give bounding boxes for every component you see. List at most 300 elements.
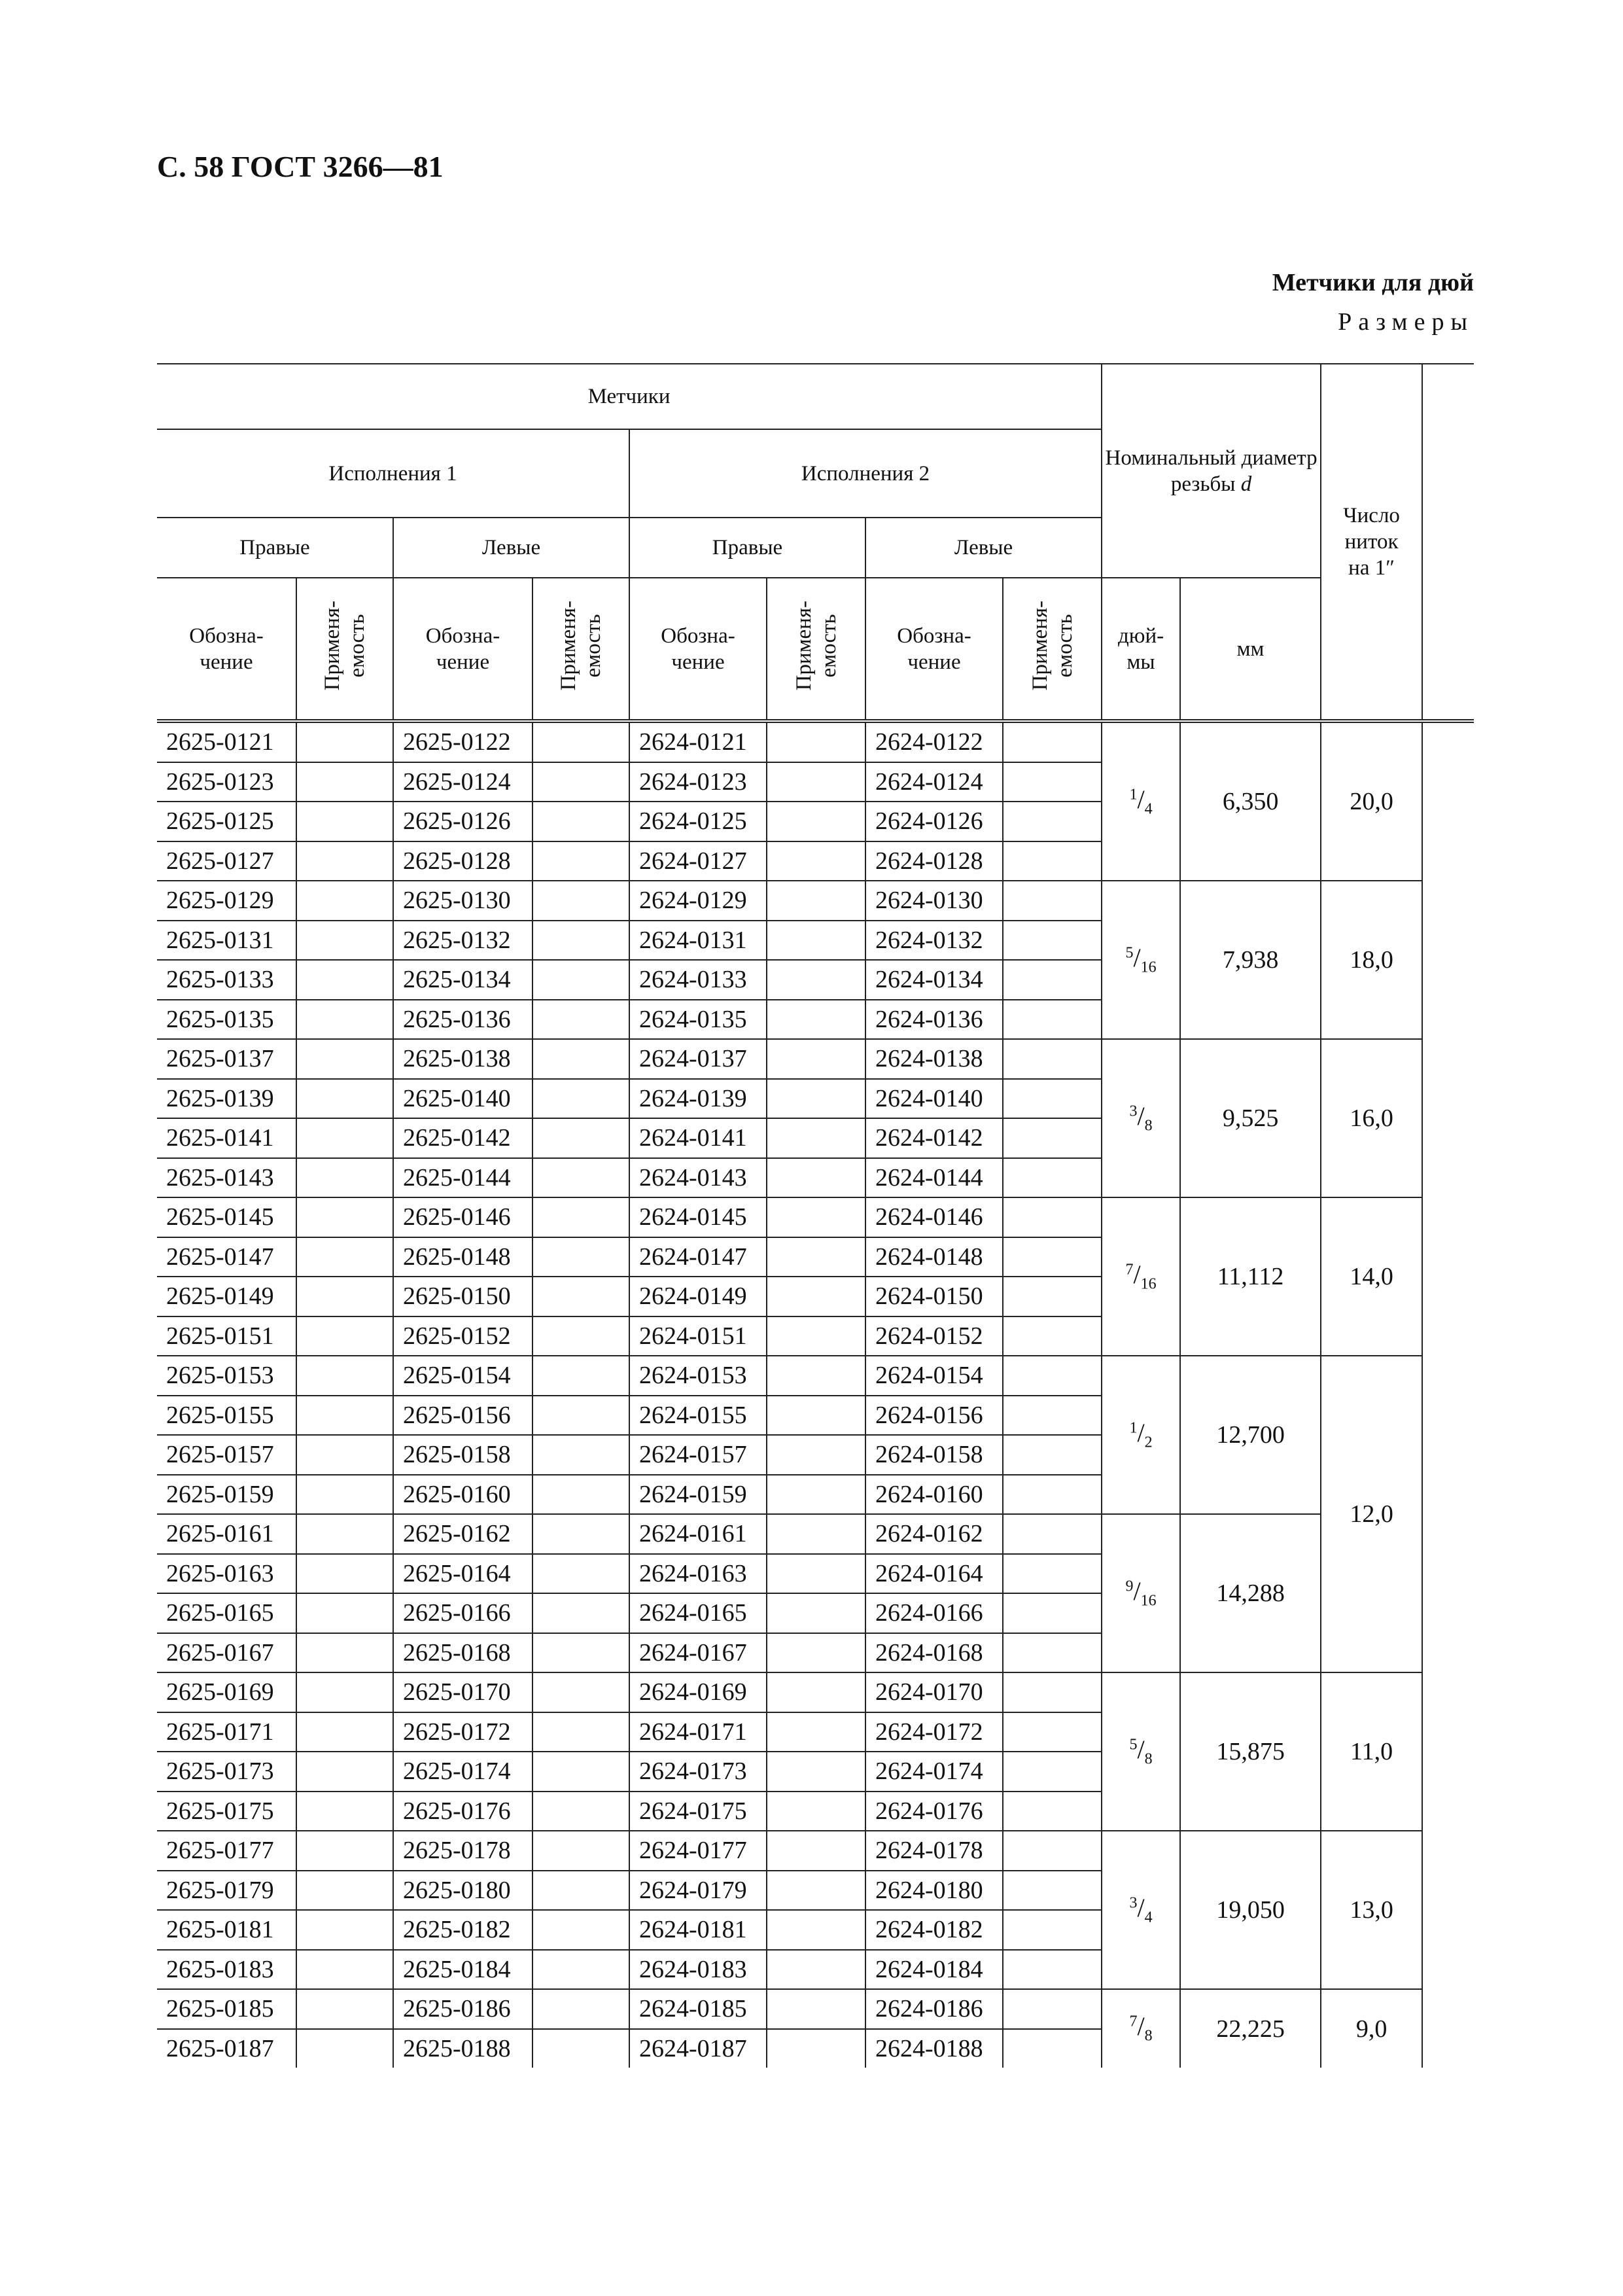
threads-per-inch: 20,0	[1321, 721, 1422, 881]
inch-size	[1102, 1197, 1180, 1356]
designation-v1-right: 2625-0157	[157, 1435, 296, 1475]
table-row	[157, 1197, 1474, 1237]
applicability-v1-right	[296, 1396, 393, 1436]
inch-fraction: $^5/_{16}$	[1125, 942, 1157, 976]
applicability-v2-left	[1003, 1792, 1102, 1831]
applicability-v1-right	[296, 1514, 393, 1554]
applicability-v1-right	[296, 1672, 393, 1712]
applicability-v2-left	[1003, 881, 1102, 921]
designation-v1-left: 2625-0166	[393, 1593, 532, 1633]
applicability-v2-left	[1003, 1079, 1102, 1119]
applicability-v1-left	[532, 1554, 629, 1594]
table-title: Метчики для дюй	[1272, 269, 1474, 296]
designation-v2-left: 2624-0170	[865, 1672, 1003, 1712]
designation-v2-left: 2624-0142	[865, 1118, 1003, 1158]
designation-v1-left: 2625-0150	[393, 1277, 532, 1316]
applicability-v2-right	[767, 1593, 865, 1633]
applicability-v1-right	[296, 802, 393, 841]
designation-v1-left: 2625-0158	[393, 1435, 532, 1475]
designation-v1-left: 2625-0160	[393, 1475, 532, 1515]
designation-v2-left: 2624-0130	[865, 881, 1003, 921]
applicability-v2-right	[767, 881, 865, 921]
applicability-v1-right	[296, 1197, 393, 1237]
inch-size	[1102, 1989, 1180, 2068]
applicability-v1-right	[296, 1277, 393, 1316]
applicability-v1-left	[532, 881, 629, 921]
applicability-v2-right	[767, 1277, 865, 1316]
applicability-v2-left	[1003, 1396, 1102, 1436]
applicability-v1-right	[296, 841, 393, 881]
applicability-v1-left	[532, 1593, 629, 1633]
designation-v2-right: 2624-0179	[629, 1871, 767, 1911]
designation-v2-right: 2624-0181	[629, 1910, 767, 1950]
applicability-v2-right	[767, 921, 865, 961]
designation-v1-right: 2625-0147	[157, 1237, 296, 1277]
applicability-v2-right	[767, 1435, 865, 1475]
designation-v2-right: 2624-0163	[629, 1554, 767, 1594]
designation-v2-right: 2624-0175	[629, 1792, 767, 1831]
applicability-v1-right	[296, 2029, 393, 2068]
designation-v2-right: 2624-0129	[629, 881, 767, 921]
inch-fraction: $^1/_2$	[1129, 1417, 1153, 1451]
header-v2-right: Правые	[629, 518, 865, 578]
designation-v2-left: 2624-0146	[865, 1197, 1003, 1237]
applicability-v1-right	[296, 1633, 393, 1673]
applicability-v2-left	[1003, 1989, 1102, 2029]
designation-v1-left: 2625-0148	[393, 1237, 532, 1277]
applicability-v2-right	[767, 1910, 865, 1950]
mm-size: 15,875	[1180, 1672, 1321, 1831]
designation-v1-right: 2625-0131	[157, 921, 296, 961]
table-body	[157, 721, 1474, 2068]
designation-v2-left: 2624-0162	[865, 1514, 1003, 1554]
applicability-v1-left	[532, 2029, 629, 2068]
header-v2-right-designation: Обозна- чение	[629, 578, 767, 721]
applicability-v1-left	[532, 1831, 629, 1871]
applicability-v1-left	[532, 1277, 629, 1316]
applicability-v1-right	[296, 1158, 393, 1198]
designation-v2-right: 2624-0153	[629, 1356, 767, 1396]
designation-v2-left: 2624-0172	[865, 1712, 1003, 1752]
applicability-v2-right	[767, 1752, 865, 1792]
designation-v2-left: 2624-0150	[865, 1277, 1003, 1316]
applicability-v1-left	[532, 1712, 629, 1752]
header-v1-right-designation: Обозна- чение	[157, 578, 296, 721]
applicability-v2-left	[1003, 2029, 1102, 2068]
applicability-v1-left	[532, 921, 629, 961]
inch-size	[1102, 721, 1180, 881]
designation-v2-right: 2624-0147	[629, 1237, 767, 1277]
designation-v1-right: 2625-0177	[157, 1831, 296, 1871]
applicability-v2-left	[1003, 1039, 1102, 1079]
applicability-v2-left	[1003, 1237, 1102, 1277]
designation-v2-left: 2624-0184	[865, 1950, 1003, 1990]
designation-v2-right: 2624-0187	[629, 2029, 767, 2068]
designation-v2-left: 2624-0174	[865, 1752, 1003, 1792]
applicability-v2-right	[767, 762, 865, 802]
table-row	[157, 1356, 1474, 1396]
designation-v2-left: 2624-0160	[865, 1475, 1003, 1515]
designation-v2-left: 2624-0186	[865, 1989, 1003, 2029]
page-header: С. 58 ГОСТ 3266—81	[157, 150, 444, 183]
threads-per-inch: 14,0	[1321, 1197, 1422, 1356]
mm-size: 22,225	[1180, 1989, 1321, 2068]
applicability-v1-left	[532, 762, 629, 802]
applicability-v2-right	[767, 1475, 865, 1515]
designation-v1-right: 2625-0169	[157, 1672, 296, 1712]
applicability-v1-right	[296, 1950, 393, 1990]
designation-v1-right: 2625-0163	[157, 1554, 296, 1594]
mm-size: 6,350	[1180, 721, 1321, 881]
designation-v1-right: 2625-0123	[157, 762, 296, 802]
designation-v1-left: 2625-0136	[393, 1000, 532, 1040]
designation-v2-right: 2624-0133	[629, 960, 767, 1000]
applicability-v2-right	[767, 1950, 865, 1990]
mm-size: 14,288	[1180, 1514, 1321, 1672]
designation-v2-left: 2624-0126	[865, 802, 1003, 841]
applicability-v1-left	[532, 1633, 629, 1673]
applicability-v2-right	[767, 1633, 865, 1673]
inch-fraction: $^3/_4$	[1129, 1892, 1153, 1926]
applicability-v1-right	[296, 762, 393, 802]
applicability-v2-left	[1003, 960, 1102, 1000]
applicability-v2-left	[1003, 1000, 1102, 1040]
designation-v1-left: 2625-0170	[393, 1672, 532, 1712]
designation-v1-right: 2625-0125	[157, 802, 296, 841]
applicability-v1-left	[532, 1158, 629, 1198]
header-mm: мм	[1180, 578, 1321, 721]
applicability-v2-left	[1003, 762, 1102, 802]
designation-v1-left: 2625-0168	[393, 1633, 532, 1673]
applicability-v2-left	[1003, 1118, 1102, 1158]
designation-v1-left: 2625-0140	[393, 1079, 532, 1119]
designation-v1-right: 2625-0149	[157, 1277, 296, 1316]
designation-v1-right: 2625-0159	[157, 1475, 296, 1515]
applicability-v2-left	[1003, 1752, 1102, 1792]
applicability-v1-right	[296, 1752, 393, 1792]
applicability-v2-right	[767, 1712, 865, 1752]
applicability-v1-left	[532, 1435, 629, 1475]
designation-v1-right: 2625-0179	[157, 1871, 296, 1911]
designation-v1-left: 2625-0126	[393, 802, 532, 841]
designation-v1-right: 2625-0137	[157, 1039, 296, 1079]
designation-v2-left: 2624-0138	[865, 1039, 1003, 1079]
applicability-v1-left	[532, 1118, 629, 1158]
header-threads-per-inch: Число ниток на 1″	[1321, 364, 1422, 721]
applicability-v1-right	[296, 1000, 393, 1040]
designation-v1-left: 2625-0156	[393, 1396, 532, 1436]
applicability-v1-right	[296, 921, 393, 961]
designation-v1-left: 2625-0146	[393, 1197, 532, 1237]
designation-v2-left: 2624-0134	[865, 960, 1003, 1000]
applicability-v2-right	[767, 802, 865, 841]
header-v1-right: Правые	[157, 518, 393, 578]
applicability-v1-right	[296, 1118, 393, 1158]
applicability-v2-left	[1003, 1197, 1102, 1237]
designation-v2-right: 2624-0137	[629, 1039, 767, 1079]
applicability-v1-left	[532, 1356, 629, 1396]
mm-size: 19,050	[1180, 1831, 1321, 1989]
threads-per-inch: 18,0	[1321, 881, 1422, 1039]
designation-v1-left: 2625-0152	[393, 1316, 532, 1356]
header-nominal-diameter: Номинальный диаметр резьбы d	[1102, 364, 1321, 578]
inch-size	[1102, 1831, 1180, 1989]
designation-v2-right: 2624-0183	[629, 1950, 767, 1990]
designation-v2-left: 2624-0182	[865, 1910, 1003, 1950]
designation-v1-right: 2625-0183	[157, 1950, 296, 1990]
inch-fraction: $^7/_8$	[1129, 2011, 1153, 2045]
designation-v2-left: 2624-0132	[865, 921, 1003, 961]
designation-v2-right: 2624-0165	[629, 1593, 767, 1633]
applicability-v2-right	[767, 1396, 865, 1436]
applicability-v2-right	[767, 841, 865, 881]
designation-v1-right: 2625-0129	[157, 881, 296, 921]
designation-v1-left: 2625-0178	[393, 1831, 532, 1871]
applicability-v1-right	[296, 1871, 393, 1911]
designation-v2-right: 2624-0123	[629, 762, 767, 802]
applicability-v2-left	[1003, 1712, 1102, 1752]
mm-size: 7,938	[1180, 881, 1321, 1039]
designation-v2-left: 2624-0178	[865, 1831, 1003, 1871]
applicability-v1-right	[296, 1910, 393, 1950]
designation-v2-left: 2624-0166	[865, 1593, 1003, 1633]
applicability-v1-left	[532, 1079, 629, 1119]
inch-fraction: $^1/_4$	[1129, 784, 1153, 818]
designation-v1-right: 2625-0141	[157, 1118, 296, 1158]
applicability-v2-right	[767, 1356, 865, 1396]
inch-fraction: $^9/_{16}$	[1125, 1576, 1157, 1610]
table-row	[157, 1514, 1474, 1554]
applicability-v2-right	[767, 1158, 865, 1198]
applicability-v1-left	[532, 1396, 629, 1436]
table-row	[157, 1831, 1474, 1871]
threads-per-inch: 12,0	[1321, 1356, 1422, 1672]
applicability-v1-left	[532, 1989, 629, 2029]
applicability-v2-right	[767, 1792, 865, 1831]
applicability-v2-right	[767, 1000, 865, 1040]
designation-v2-right: 2624-0141	[629, 1118, 767, 1158]
designation-v1-left: 2625-0188	[393, 2029, 532, 2068]
applicability-v1-right	[296, 1593, 393, 1633]
designation-v1-left: 2625-0176	[393, 1792, 532, 1831]
designation-v2-right: 2624-0167	[629, 1633, 767, 1673]
designation-v2-right: 2624-0185	[629, 1989, 767, 2029]
inch-fraction: $^7/_{16}$	[1125, 1259, 1157, 1293]
header-inches: дюй- мы	[1102, 578, 1180, 721]
applicability-v2-right	[767, 1316, 865, 1356]
designation-v2-left: 2624-0124	[865, 762, 1003, 802]
applicability-v1-right	[296, 1792, 393, 1831]
designation-v1-left: 2625-0184	[393, 1950, 532, 1990]
applicability-v2-left	[1003, 1158, 1102, 1198]
designation-v1-left: 2625-0124	[393, 762, 532, 802]
designation-v2-right: 2624-0125	[629, 802, 767, 841]
applicability-v2-left	[1003, 1435, 1102, 1475]
designation-v2-right: 2624-0135	[629, 1000, 767, 1040]
designation-v1-left: 2625-0172	[393, 1712, 532, 1752]
designation-v2-left: 2624-0154	[865, 1356, 1003, 1396]
inch-size	[1102, 881, 1180, 1039]
table-subtitle: Размеры	[1338, 308, 1474, 336]
applicability-v1-right	[296, 1079, 393, 1119]
designation-v2-right: 2624-0155	[629, 1396, 767, 1436]
designation-v1-left: 2625-0142	[393, 1118, 532, 1158]
applicability-v2-right	[767, 1237, 865, 1277]
applicability-v1-left	[532, 1672, 629, 1712]
mm-size: 12,700	[1180, 1356, 1321, 1514]
applicability-v1-left	[532, 721, 629, 762]
designation-v2-right: 2624-0177	[629, 1831, 767, 1871]
designation-v1-right: 2625-0135	[157, 1000, 296, 1040]
designation-v2-left: 2624-0144	[865, 1158, 1003, 1198]
designation-v1-right: 2625-0181	[157, 1910, 296, 1950]
inch-fraction: $^3/_8$	[1129, 1101, 1153, 1135]
applicability-v2-left	[1003, 1871, 1102, 1911]
designation-v1-left: 2625-0186	[393, 1989, 532, 2029]
applicability-v1-left	[532, 1871, 629, 1911]
applicability-v1-left	[532, 1752, 629, 1792]
designation-v1-right: 2625-0151	[157, 1316, 296, 1356]
designation-v1-left: 2625-0134	[393, 960, 532, 1000]
designation-v1-right: 2625-0153	[157, 1356, 296, 1396]
applicability-v2-left	[1003, 1910, 1102, 1950]
designation-v1-left: 2625-0162	[393, 1514, 532, 1554]
designation-v2-left: 2624-0176	[865, 1792, 1003, 1831]
header-edge-column	[1422, 364, 1474, 721]
applicability-v1-left	[532, 1950, 629, 1990]
applicability-v2-left	[1003, 1277, 1102, 1316]
applicability-v1-right	[296, 1989, 393, 2029]
inch-size	[1102, 1514, 1180, 1672]
applicability-v1-left	[532, 960, 629, 1000]
applicability-v1-right	[296, 1356, 393, 1396]
designation-v2-right: 2624-0173	[629, 1752, 767, 1792]
designation-v1-right: 2625-0127	[157, 841, 296, 881]
applicability-v1-left	[532, 1514, 629, 1554]
designation-v1-right: 2625-0167	[157, 1633, 296, 1673]
designation-v2-left: 2624-0152	[865, 1316, 1003, 1356]
designation-v1-left: 2625-0154	[393, 1356, 532, 1396]
applicability-v2-left	[1003, 1475, 1102, 1515]
applicability-v2-right	[767, 1197, 865, 1237]
mm-size: 11,112	[1180, 1197, 1321, 1356]
designation-v1-left: 2625-0122	[393, 721, 532, 762]
designation-v2-right: 2624-0159	[629, 1475, 767, 1515]
applicability-v1-left	[532, 841, 629, 881]
applicability-v1-right	[296, 1435, 393, 1475]
designation-v1-left: 2625-0138	[393, 1039, 532, 1079]
applicability-v2-left	[1003, 841, 1102, 881]
applicability-v2-right	[767, 1514, 865, 1554]
designation-v1-left: 2625-0132	[393, 921, 532, 961]
inch-size	[1102, 1039, 1180, 1197]
applicability-v1-left	[532, 1316, 629, 1356]
designation-v2-right: 2624-0151	[629, 1316, 767, 1356]
header-version-2: Исполнения 2	[629, 429, 1102, 518]
designation-v2-left: 2624-0168	[865, 1633, 1003, 1673]
applicability-v2-left	[1003, 921, 1102, 961]
header-v2-left-applicability: Применя- емость	[1003, 578, 1102, 721]
applicability-v1-left	[532, 1792, 629, 1831]
taps-table	[157, 363, 1474, 2068]
table-row	[157, 1039, 1474, 1079]
applicability-v2-right	[767, 1831, 865, 1871]
applicability-v2-right	[767, 960, 865, 1000]
designation-v1-right: 2625-0161	[157, 1514, 296, 1554]
threads-per-inch: 11,0	[1321, 1672, 1422, 1831]
header-v2-right-applicability: Применя- емость	[767, 578, 865, 721]
designation-v2-right: 2624-0139	[629, 1079, 767, 1119]
designation-v1-right: 2625-0139	[157, 1079, 296, 1119]
applicability-v2-right	[767, 1871, 865, 1911]
applicability-v2-left	[1003, 1593, 1102, 1633]
designation-v2-right: 2624-0149	[629, 1277, 767, 1316]
applicability-v2-left	[1003, 1950, 1102, 1990]
applicability-v1-left	[532, 1197, 629, 1237]
header-taps: Метчики	[157, 364, 1102, 429]
applicability-v2-left	[1003, 802, 1102, 841]
header-v1-left: Левые	[393, 518, 629, 578]
designation-v2-right: 2624-0131	[629, 921, 767, 961]
applicability-v1-left	[532, 802, 629, 841]
designation-v1-right: 2625-0173	[157, 1752, 296, 1792]
designation-v2-right: 2624-0127	[629, 841, 767, 881]
inch-fraction: $^5/_8$	[1129, 1734, 1153, 1768]
applicability-v2-right	[767, 1554, 865, 1594]
applicability-v1-right	[296, 1712, 393, 1752]
designation-v1-right: 2625-0155	[157, 1396, 296, 1436]
threads-per-inch: 16,0	[1321, 1039, 1422, 1197]
header-v1-left-designation: Обозна- чение	[393, 578, 532, 721]
designation-v2-left: 2624-0188	[865, 2029, 1003, 2068]
applicability-v1-left	[532, 1000, 629, 1040]
header-v1-right-applicability: Применя- емость	[296, 578, 393, 721]
designation-v2-left: 2624-0140	[865, 1079, 1003, 1119]
applicability-v2-right	[767, 1118, 865, 1158]
applicability-v1-right	[296, 721, 393, 762]
applicability-v1-left	[532, 1910, 629, 1950]
mm-size: 9,525	[1180, 1039, 1321, 1197]
designation-v2-right: 2624-0143	[629, 1158, 767, 1198]
table-row	[157, 1672, 1474, 1712]
applicability-v1-right	[296, 1237, 393, 1277]
designation-v1-right: 2625-0145	[157, 1197, 296, 1237]
designation-v1-left: 2625-0174	[393, 1752, 532, 1792]
designation-v2-right: 2624-0121	[629, 721, 767, 762]
edge-column-cell	[1422, 721, 1474, 2068]
applicability-v2-left	[1003, 1672, 1102, 1712]
header-v2-left: Левые	[865, 518, 1102, 578]
applicability-v1-right	[296, 1831, 393, 1871]
designation-v1-left: 2625-0128	[393, 841, 532, 881]
designation-v2-right: 2624-0171	[629, 1712, 767, 1752]
designation-v2-left: 2624-0128	[865, 841, 1003, 881]
designation-v2-left: 2624-0156	[865, 1396, 1003, 1436]
threads-per-inch: 9,0	[1321, 1989, 1422, 2068]
designation-v2-right: 2624-0157	[629, 1435, 767, 1475]
applicability-v2-left	[1003, 1356, 1102, 1396]
applicability-v2-left	[1003, 1514, 1102, 1554]
applicability-v1-right	[296, 960, 393, 1000]
designation-v1-right: 2625-0171	[157, 1712, 296, 1752]
designation-v1-right: 2625-0185	[157, 1989, 296, 2029]
designation-v2-right: 2624-0169	[629, 1672, 767, 1712]
designation-v2-right: 2624-0161	[629, 1514, 767, 1554]
applicability-v1-left	[532, 1039, 629, 1079]
designation-v2-left: 2624-0180	[865, 1871, 1003, 1911]
designation-v1-right: 2625-0121	[157, 721, 296, 762]
designation-v1-left: 2625-0182	[393, 1910, 532, 1950]
